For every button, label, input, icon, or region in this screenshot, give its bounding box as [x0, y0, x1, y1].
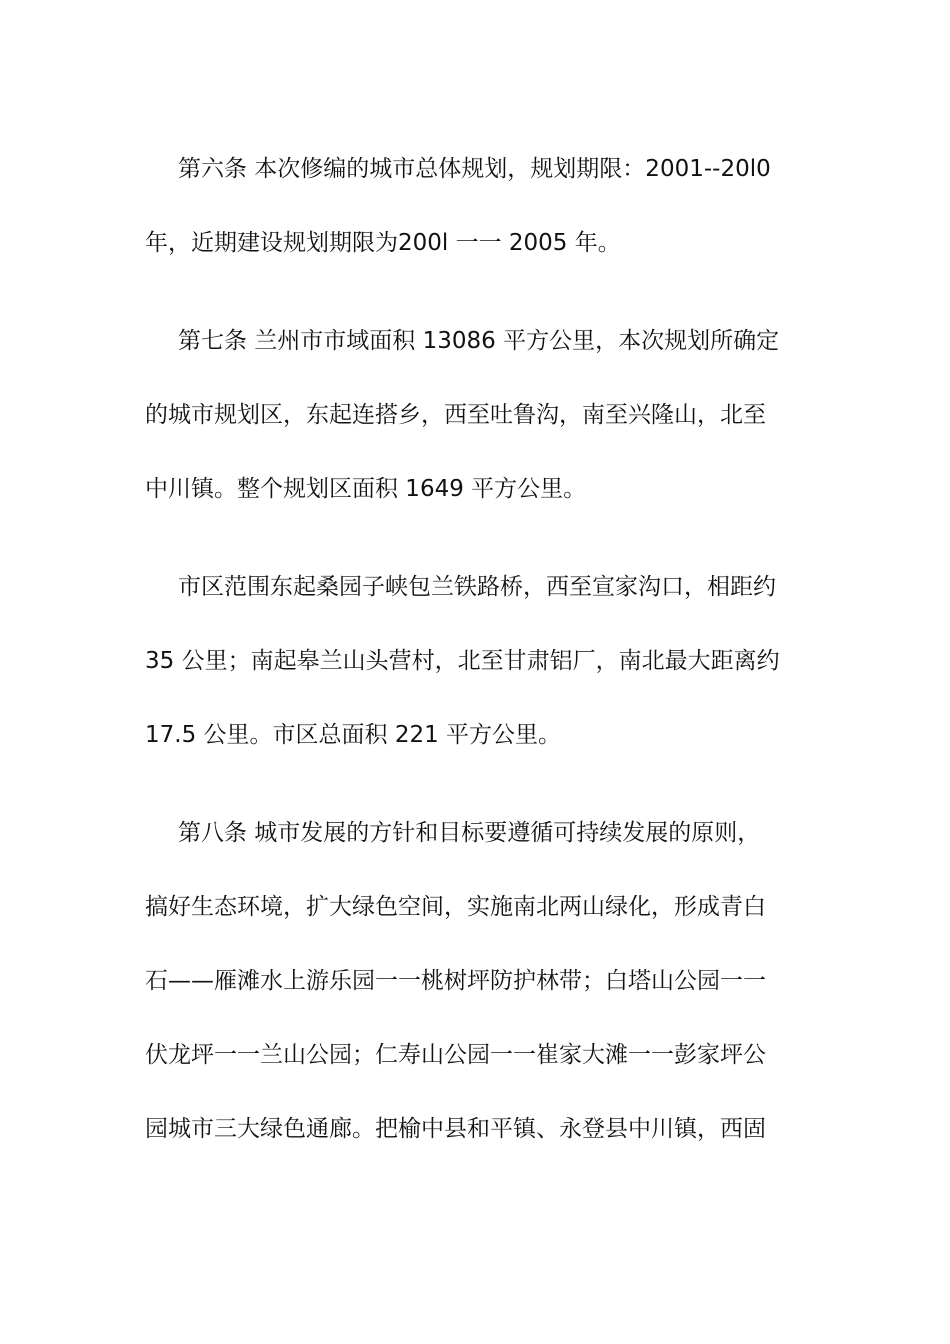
- document-body: [145, 132, 845, 1190]
- text-line: 搞好生态环境，扩大绿色空间，实施南北两山绿化，形成青白: [145, 894, 766, 920]
- paragraph-article-7: [145, 304, 845, 526]
- text-line: 石——雁滩水上游乐园一一桃树坪防护林带；白塔山公园一一: [145, 968, 766, 994]
- text-line: 第六条 本次修编的城市总体规划，规划期限：2001--20l0: [178, 156, 771, 182]
- text-line: 园城市三大绿色通廊。把榆中县和平镇、永登县中川镇，西固: [145, 1116, 766, 1142]
- text-line: 第七条 兰州市市域面积 13086 平方公里，本次规划所确定: [178, 328, 780, 354]
- text-line: 第八条 城市发展的方针和目标要遵循可持续发展的原则，: [178, 820, 761, 846]
- paragraph-article-6: [145, 132, 845, 280]
- paragraph-urban-area: [145, 550, 845, 772]
- text-line: 中川镇。整个规划区面积 1649 平方公里。: [145, 476, 587, 502]
- text-line: 17.5 公里。市区总面积 221 平方公里。: [145, 722, 562, 748]
- text-line: 的城市规划区，东起连搭乡，西至吐鲁沟，南至兴隆山，北至: [145, 402, 766, 428]
- text-line: 年，近期建设规划期限为200l 一一 2005 年。: [145, 230, 621, 256]
- text-line: 35 公里；南起皋兰山头营村，北至甘肃铝厂，南北最大距离约: [145, 648, 780, 674]
- text-line: 市区范围东起桑园子峡包兰铁路桥，西至宣家沟口，相距约: [178, 574, 776, 600]
- text-line: 伏龙坪一一兰山公园；仁寿山公园一一崔家大滩一一彭家坪公: [145, 1042, 766, 1068]
- paragraph-article-8: [145, 796, 845, 1166]
